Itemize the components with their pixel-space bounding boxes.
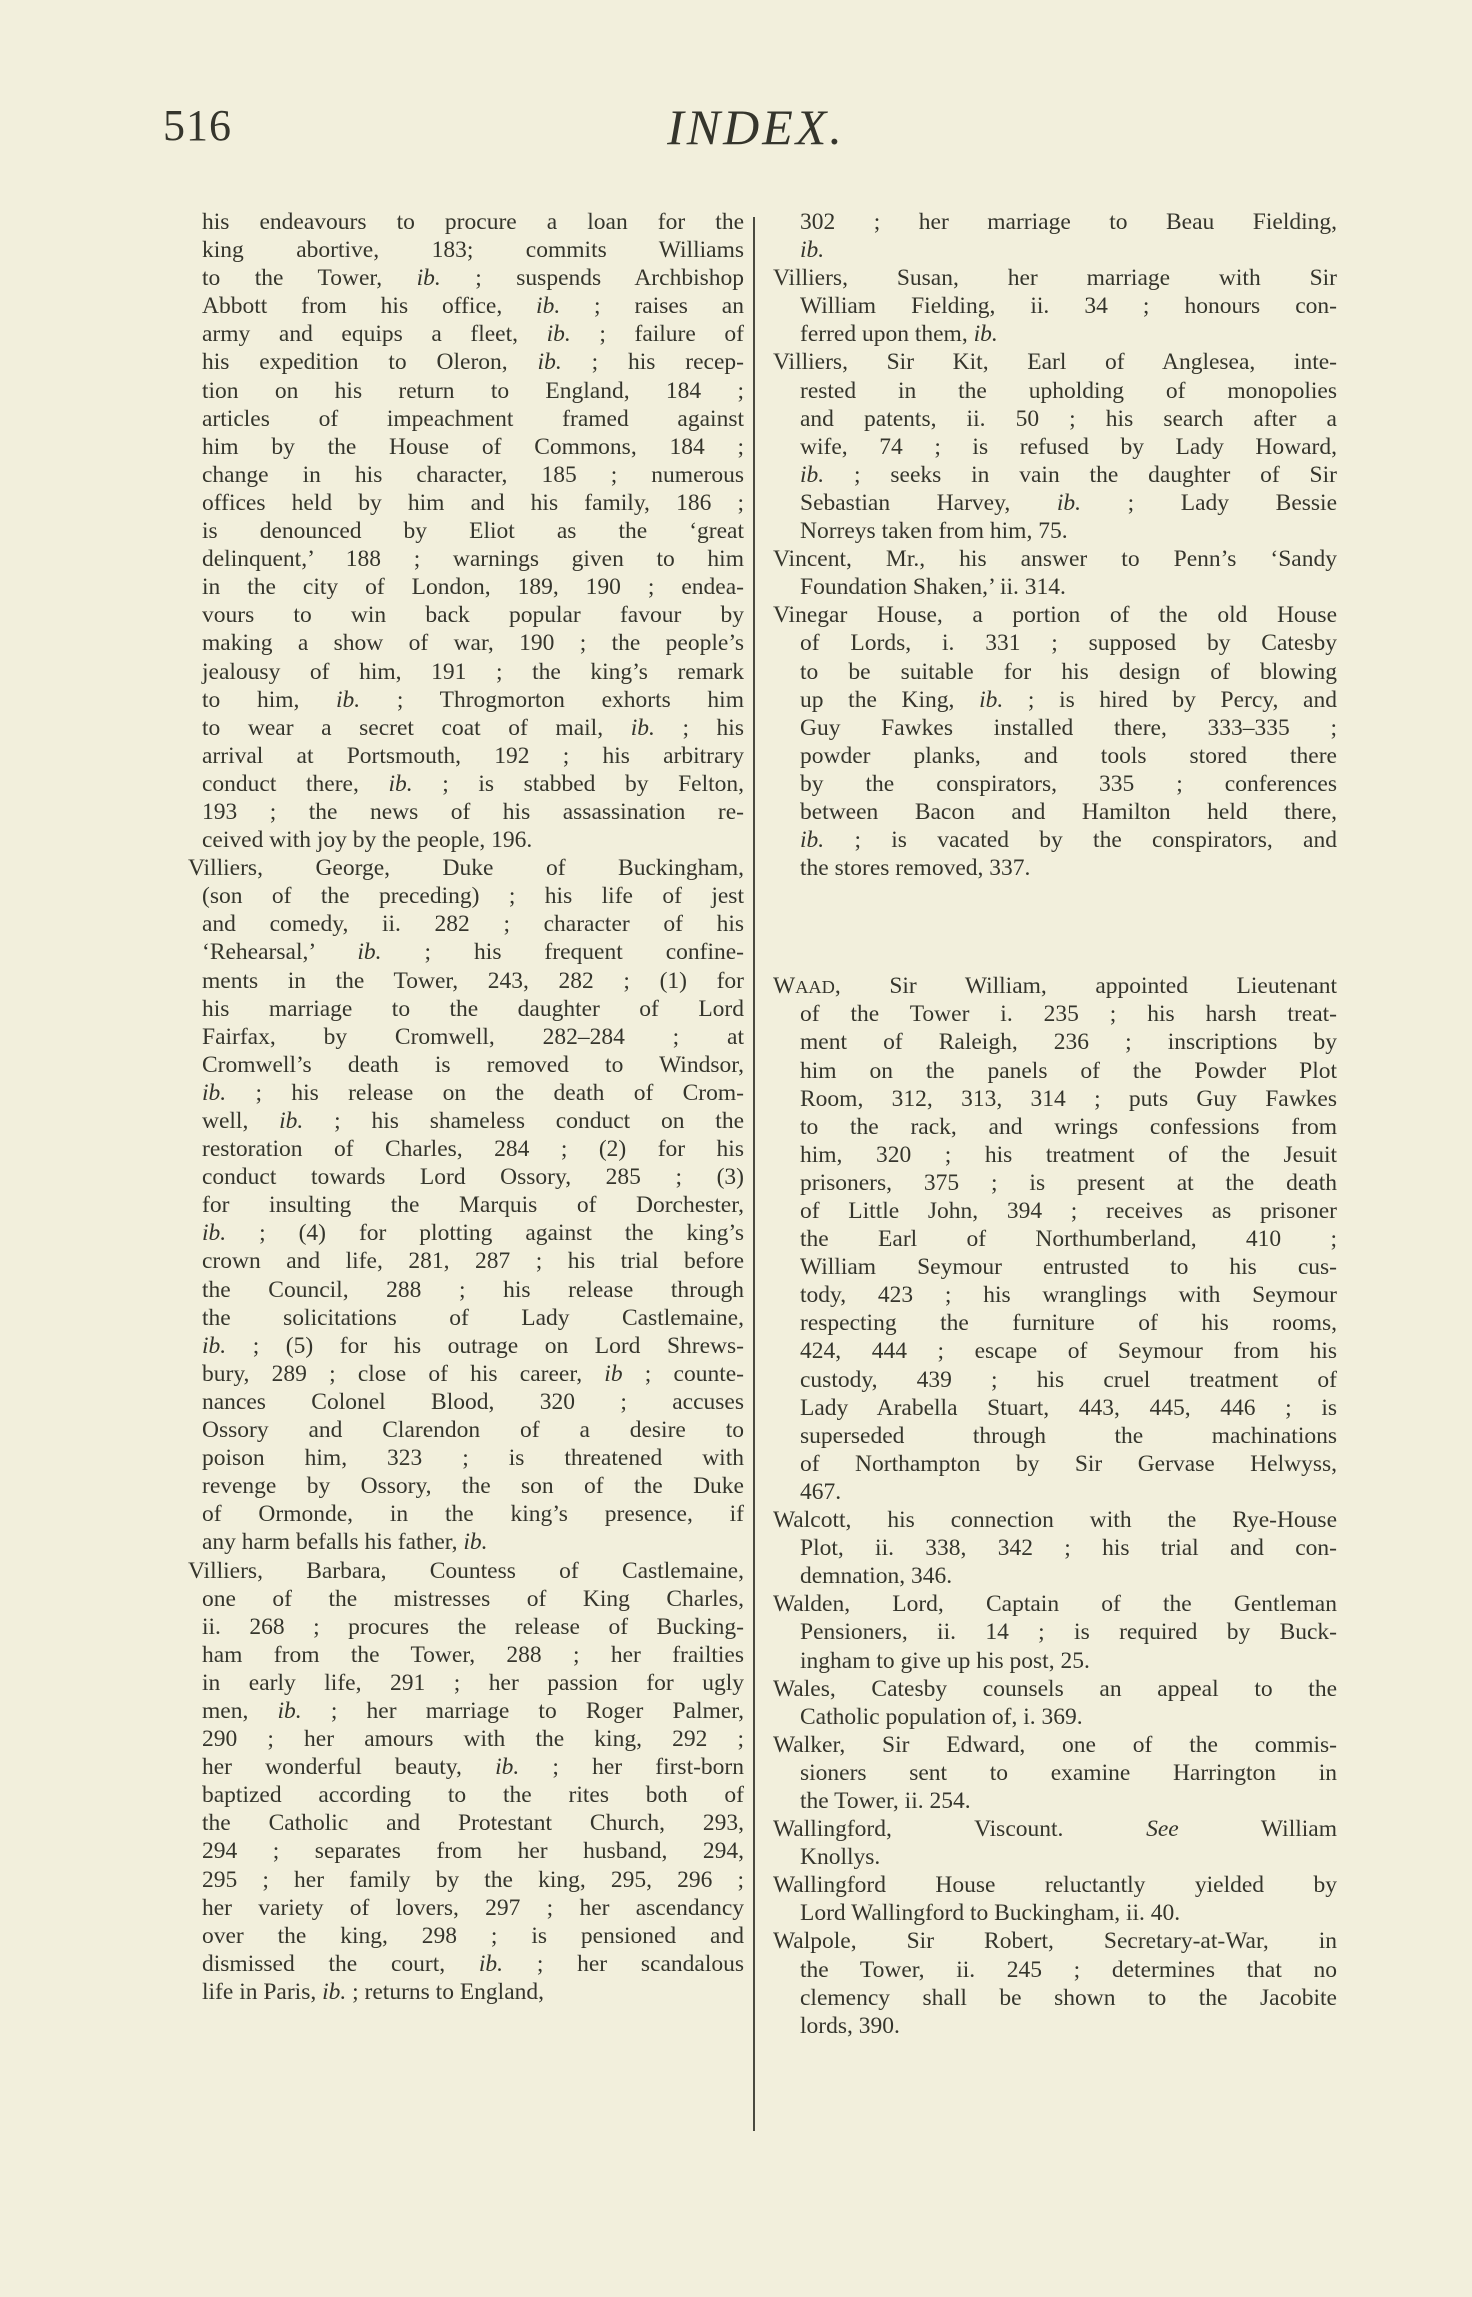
entry-line: jealousy of him, 191 ; the king’s remark bbox=[202, 658, 744, 685]
entry-line: Vincent, Mr., his answer to Penn’s ‘Sandy bbox=[773, 546, 1337, 573]
entry-line: of Lords, i. 331 ; supposed by Catesby bbox=[800, 630, 1337, 657]
index-entry bbox=[773, 1731, 1337, 1815]
index-entry bbox=[188, 1557, 744, 2007]
entry-line: dismissed the court, ib. ; her scandalous bbox=[202, 1950, 744, 1977]
entry-line: change in his character, 185 ; numerous bbox=[202, 461, 744, 488]
entry-line: him, 320 ; his treatment of the Jesuit bbox=[800, 1141, 1337, 1168]
entry-line: 193 ; the news of his assassination re- bbox=[202, 798, 744, 825]
index-entry bbox=[773, 348, 1337, 545]
entry-line: army and equips a fleet, ib. ; failure of bbox=[202, 321, 744, 348]
column-divider bbox=[753, 217, 755, 2131]
entry-line: ments in the Tower, 243, 282 ; (1) for bbox=[202, 967, 744, 994]
index-entry bbox=[773, 1675, 1337, 1731]
entry-line: to wear a secret coat of mail, ib. ; his bbox=[202, 714, 744, 741]
entry-line: to be suitable for his design of blowing bbox=[800, 658, 1337, 685]
entry-line: is denounced by Eliot as the ‘great bbox=[202, 518, 744, 545]
entry-line: 302 ; her marriage to Beau Fielding, bbox=[800, 209, 1337, 235]
index-column-right bbox=[773, 208, 1337, 2040]
entry-line: Plot, ii. 338, 342 ; his trial and con- bbox=[800, 1535, 1337, 1562]
entry-line: crown and life, 281, 287 ; his trial before bbox=[202, 1248, 744, 1275]
entry-line: well, ib. ; his shameless conduct on the bbox=[202, 1108, 744, 1134]
entry-line: Villiers, Susan, her marriage with Sir bbox=[773, 265, 1337, 292]
entry-line: 294 ; separates from her husband, 294, bbox=[202, 1838, 744, 1865]
entry-line: one of the mistresses of King Charles, bbox=[202, 1585, 744, 1612]
entry-line: Lady Arabella Stuart, 443, 445, 446 ; is bbox=[800, 1394, 1337, 1421]
entry-line: the Council, 288 ; his release through bbox=[202, 1276, 744, 1303]
entry-line: Lord Wallingford to Buckingham, ii. 40. bbox=[800, 1900, 1181, 1927]
entry-line: Villiers, George, Duke of Buckingham, bbox=[188, 855, 744, 882]
index-entry bbox=[188, 208, 744, 854]
entry-line: Wallingford, Viscount. See William bbox=[773, 1816, 1337, 1843]
entry-line: ib. bbox=[800, 237, 825, 264]
index-entry bbox=[773, 1871, 1337, 1927]
index-entry bbox=[773, 208, 1337, 264]
entry-line: to the Tower, ib. ; suspends Archbishop bbox=[202, 265, 744, 292]
entry-line: any harm befalls his father, ib. bbox=[202, 1529, 488, 1556]
entry-line: conduct there, ib. ; is stabbed by Felton, bbox=[202, 770, 744, 797]
entry-line: William Seymour entrusted to his cus- bbox=[800, 1254, 1337, 1281]
index-entry bbox=[773, 972, 1337, 1506]
entry-line: over the king, 298 ; is pensioned and bbox=[202, 1922, 744, 1949]
entry-line: life in Paris, ib. ; returns to England, bbox=[202, 1978, 545, 2005]
index-entry bbox=[773, 264, 1337, 348]
entry-line: baptized according to the rites both of bbox=[202, 1782, 744, 1809]
entry-line: tody, 423 ; his wranglings with Seymour bbox=[800, 1282, 1337, 1309]
entry-line: bury, 289 ; close of his career, ib ; counte- bbox=[202, 1360, 744, 1387]
entry-line: William Fielding, ii. 34 ; honours con- bbox=[800, 293, 1337, 320]
entry-line: articles of impeachment framed against bbox=[202, 405, 744, 432]
entry-line: him on the panels of the Powder Plot bbox=[800, 1057, 1337, 1084]
entry-line: Knollys. bbox=[800, 1844, 881, 1871]
index-entry bbox=[773, 545, 1337, 601]
entry-line: poison him, 323 ; is threatened with bbox=[202, 1445, 744, 1472]
entry-line: the Catholic and Protestant Church, 293, bbox=[202, 1810, 744, 1837]
entry-line: Ossory and Clarendon of a desire to bbox=[202, 1417, 744, 1444]
entry-line: ment of Raleigh, 236 ; inscriptions by bbox=[800, 1029, 1337, 1056]
entry-line: of the Tower i. 235 ; his harsh treat- bbox=[800, 1001, 1337, 1028]
entry-line: Wallingford House reluctantly yielded by bbox=[773, 1872, 1337, 1899]
entry-line: prisoners, 375 ; is present at the death bbox=[800, 1169, 1337, 1196]
entry-line: offices held by him and his family, 186 ; bbox=[202, 489, 744, 516]
entry-line: Pensioners, ii. 14 ; is required by Buck- bbox=[800, 1619, 1337, 1646]
entry-line: superseded through the machinations bbox=[800, 1422, 1337, 1449]
entry-line: Guy Fawkes installed there, 333–335 ; bbox=[800, 714, 1337, 741]
entry-line: Walpole, Sir Robert, Secretary-at-War, in bbox=[773, 1928, 1337, 1955]
entry-line: between Bacon and Hamilton held there, bbox=[800, 798, 1337, 825]
entry-line: tion on his return to England, 184 ; bbox=[202, 377, 744, 404]
entry-line: her variety of lovers, 297 ; her ascendancy bbox=[202, 1894, 744, 1921]
entry-line: ingham to give up his post, 25. bbox=[800, 1647, 1090, 1674]
entry-line: Walker, Sir Edward, one of the commis- bbox=[773, 1731, 1337, 1758]
entry-line: (son of the preceding) ; his life of jest bbox=[202, 883, 744, 910]
entry-line: her wonderful beauty, ib. ; her first-born bbox=[202, 1754, 744, 1781]
entry-line: his endeavours to procure a loan for the bbox=[202, 209, 744, 235]
entry-line: Sebastian Harvey, ib. ; Lady Bessie bbox=[800, 489, 1337, 516]
entry-line: men, ib. ; her marriage to Roger Palmer, bbox=[202, 1697, 744, 1724]
entry-line: demnation, 346. bbox=[800, 1563, 953, 1590]
entry-line: 290 ; her amours with the king, 292 ; bbox=[202, 1726, 744, 1753]
entry-line: 467. bbox=[800, 1478, 842, 1505]
index-entry bbox=[773, 1590, 1337, 1674]
entry-line: ib. ; (5) for his outrage on Lord Shrews- bbox=[202, 1332, 744, 1359]
section-break bbox=[773, 882, 1337, 972]
entry-line: for insulting the Marquis of Dorchester, bbox=[202, 1192, 744, 1219]
entry-line: wife, 74 ; is refused by Lady Howard, bbox=[800, 433, 1337, 460]
entry-line: Norreys taken from him, 75. bbox=[800, 518, 1068, 545]
entry-line: revenge by Ossory, the son of the Duke bbox=[202, 1473, 744, 1500]
entry-line: up the King, ib. ; is hired by Percy, and bbox=[800, 686, 1337, 713]
entry-line: by the conspirators, 335 ; conferences bbox=[800, 770, 1337, 797]
index-entry bbox=[188, 854, 744, 1556]
entry-line: the Tower, ii. 254. bbox=[800, 1787, 971, 1814]
entry-line: to the rack, and wrings confessions from bbox=[800, 1113, 1337, 1140]
entry-line: ib. ; (4) for plotting against the king’s bbox=[202, 1220, 744, 1247]
entry-line: to him, ib. ; Throgmorton exhorts him bbox=[202, 686, 744, 713]
entry-line: Wales, Catesby counsels an appeal to the bbox=[773, 1675, 1337, 1702]
entry-line: 424, 444 ; escape of Seymour from his bbox=[800, 1338, 1337, 1365]
entry-line: ham from the Tower, 288 ; her frailties bbox=[202, 1641, 744, 1668]
page-number: 516 bbox=[163, 101, 232, 150]
entry-line: in early life, 291 ; her passion for ugly bbox=[202, 1669, 744, 1696]
index-entry bbox=[773, 1927, 1337, 2039]
entry-line: of Little John, 394 ; receives as prisoner bbox=[800, 1198, 1337, 1224]
entry-line: Catholic population of, i. 369. bbox=[800, 1703, 1083, 1730]
entry-line: Walden, Lord, Captain of the Gentleman bbox=[773, 1591, 1337, 1618]
entry-line: Room, 312, 313, 314 ; puts Guy Fawkes bbox=[800, 1085, 1337, 1112]
entry-line: ceived with joy by the people, 196. bbox=[202, 827, 533, 854]
entry-line: Foundation Shaken,’ ii. 314. bbox=[800, 574, 1066, 601]
entry-line: his expedition to Oleron, ib. ; his recep- bbox=[202, 349, 744, 376]
index-entry bbox=[773, 601, 1337, 882]
index-entry bbox=[773, 1506, 1337, 1590]
entry-line: Villiers, Sir Kit, Earl of Anglesea, inte- bbox=[773, 349, 1337, 376]
entry-line: clemency shall be shown to the Jacobite bbox=[800, 1984, 1337, 2011]
entry-line: ‘Rehearsal,’ ib. ; his frequent confine- bbox=[202, 939, 744, 966]
index-column-left bbox=[188, 208, 744, 2006]
entry-line: Villiers, Barbara, Countess of Castlemaine, bbox=[188, 1557, 744, 1584]
entry-line: making a show of war, 190 ; the people’s bbox=[202, 630, 744, 657]
entry-line: 295 ; her family by the king, 295, 296 ; bbox=[202, 1866, 744, 1893]
entry-line: rested in the upholding of monopolies bbox=[800, 377, 1337, 404]
entry-line: ib. ; his release on the death of Crom- bbox=[202, 1079, 744, 1106]
entry-line: sioners sent to examine Harrington in bbox=[800, 1759, 1337, 1786]
page-title: INDEX. bbox=[667, 99, 845, 155]
entry-line: powder planks, and tools stored there bbox=[800, 742, 1337, 769]
entry-line: restoration of Charles, 284 ; (2) for his bbox=[202, 1136, 744, 1163]
entry-line: of Ormonde, in the king’s presence, if bbox=[202, 1501, 744, 1528]
entry-line: lords, 390. bbox=[800, 2012, 900, 2039]
entry-line: ib. ; seeks in vain the daughter of Sir bbox=[800, 461, 1337, 488]
entry-line: the solicitations of Lady Castlemaine, bbox=[202, 1304, 744, 1331]
entry-line: delinquent,’ 188 ; warnings given to him bbox=[202, 546, 744, 573]
entry-line: conduct towards Lord Ossory, 285 ; (3) bbox=[202, 1164, 744, 1191]
index-entry bbox=[773, 1815, 1337, 1871]
entry-line: Vinegar House, a portion of the old House bbox=[773, 602, 1337, 629]
entry-line: ii. 268 ; procures the release of Bucking- bbox=[202, 1613, 744, 1640]
entry-line: his marriage to the daughter of Lord bbox=[202, 995, 744, 1022]
entry-line: him by the House of Commons, 184 ; bbox=[202, 433, 744, 460]
entry-line: and patents, ii. 50 ; his search after a bbox=[800, 405, 1337, 432]
entry-line: arrival at Portsmouth, 192 ; his arbitrary bbox=[202, 742, 744, 769]
entry-line: of Northampton by Sir Gervase Helwyss, bbox=[800, 1450, 1337, 1477]
entry-line: king abortive, 183; commits Williams bbox=[202, 237, 744, 264]
entry-line: in the city of London, 189, 190 ; endea- bbox=[202, 574, 744, 601]
entry-line: Walcott, his connection with the Rye-House bbox=[773, 1507, 1337, 1534]
entry-line: the Tower, ii. 245 ; determines that no bbox=[800, 1956, 1337, 1983]
entry-line: custody, 439 ; his cruel treatment of bbox=[800, 1366, 1337, 1393]
entry-line: nances Colonel Blood, 320 ; accuses bbox=[202, 1388, 744, 1415]
entry-line: WAAD, Sir William, appointed Lieutenant bbox=[773, 973, 1337, 1000]
entry-line: Abbott from his office, ib. ; raises an bbox=[202, 293, 744, 320]
entry-line: and comedy, ii. 282 ; character of his bbox=[202, 911, 744, 938]
entry-line: ib. ; is vacated by the conspirators, and bbox=[800, 827, 1337, 854]
entry-line: Cromwell’s death is removed to Windsor, bbox=[202, 1051, 744, 1078]
entry-line: the stores removed, 337. bbox=[800, 855, 1031, 882]
entry-line: Fairfax, by Cromwell, 282–284 ; at bbox=[202, 1023, 744, 1050]
entry-line: vours to win back popular favour by bbox=[202, 602, 744, 629]
entry-line: respecting the furniture of his rooms, bbox=[800, 1310, 1337, 1337]
entry-line: the Earl of Northumberland, 410 ; bbox=[800, 1226, 1337, 1253]
entry-line: ferred upon them, ib. bbox=[800, 321, 998, 348]
